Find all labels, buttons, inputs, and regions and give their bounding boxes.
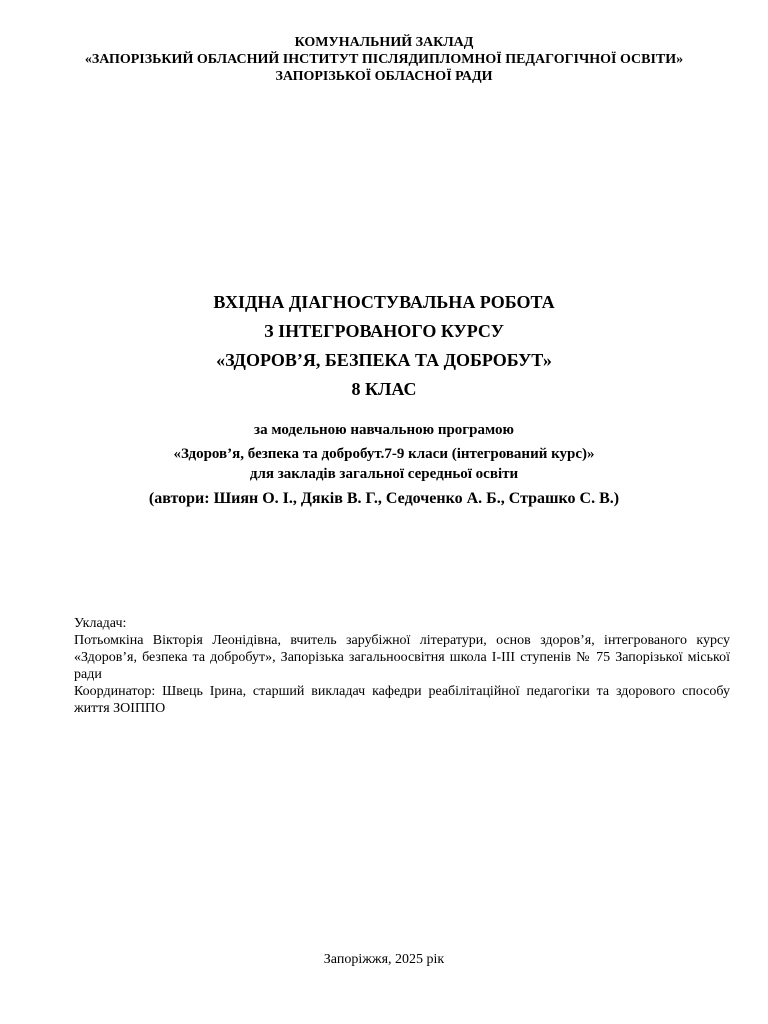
header-line-3: ЗАПОРІЗЬКОЇ ОБЛАСНОЇ РАДИ	[275, 69, 493, 84]
header-line-1: КОМУНАЛЬНИЙ ЗАКЛАД	[294, 35, 474, 50]
title-line-3: «ЗДОРОВ’Я, БЕЗПЕКА ТА ДОБРОБУТ»	[216, 350, 552, 370]
credits-section	[74, 615, 730, 717]
header-line-2: «ЗАПОРІЗЬКИЙ ОБЛАСНИЙ ІНСТИТУТ ПІСЛЯДИПЛОМНОЇ ПЕДАГОГІЧНОЇ ОСВІТИ»	[84, 52, 684, 67]
compiler-text: Потьомкіна Вікторія Леонідівна, вчитель зарубіжної літератури, основ здоров’я, інтегрованого курсу «Здоров’я, безпека та добробут», Запорізька загальноосвітня школа І-ІІІ ступенів № 75 Запорізької міської ради	[74, 633, 730, 682]
place-year: Запоріжжя, 2025 рік	[323, 952, 445, 967]
title-line-1: ВХІДНА ДІАГНОСТУВАЛЬНА РОБОТА	[213, 292, 555, 312]
compiler-label: Укладач:	[74, 616, 127, 631]
program-line-1: за модельною навчальною програмою	[254, 422, 514, 438]
program-line-3: для закладів загальної середньої освіти	[249, 466, 519, 482]
program-authors: (автори: Шиян О. І., Дяків В. Г., Седоченко А. Б., Страшко С. В.)	[148, 490, 620, 507]
program-line-2: «Здоров’я, безпека та добробут.7-9 класи (інтегрований курс)»	[173, 446, 595, 462]
document-title	[0, 288, 768, 404]
title-line-2: З ІНТЕГРОВАНОГО КУРСУ	[264, 321, 504, 341]
program-info	[0, 418, 768, 509]
coordinator-text: Координатор: Швець Ірина, старший викладач кафедри реабілітаційної педагогіки та здорового способу життя ЗОІППО	[74, 684, 730, 716]
institution-header	[0, 34, 768, 85]
title-line-4: 8 КЛАС	[351, 379, 417, 399]
